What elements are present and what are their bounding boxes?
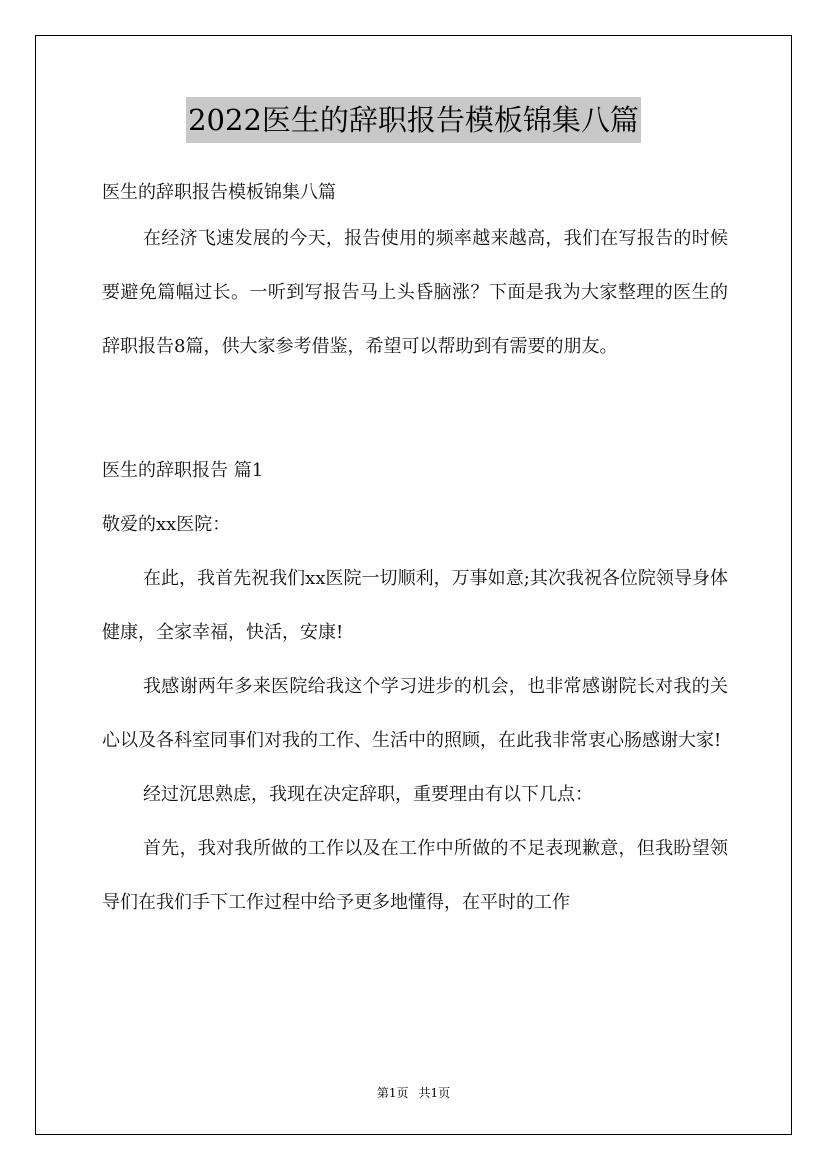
body-paragraph: 在此，我首先祝我们xx医院一切顺利，万事如意;其次我祝各位院领导身体健康，全家幸福，快活，安康! bbox=[102, 568, 728, 643]
salutation: 敬爱的xx医院： bbox=[102, 514, 231, 535]
intro-paragraph: 在经济飞速发展的今天，报告使用的频率越来越高，我们在写报告的时候要避免篇幅过长。一听到写报告马上头昏脑涨？下面是我为大家整理的医生的辞职报告8篇，供大家参考借鉴，希望可以帮助到有需要的朋友。 bbox=[102, 228, 728, 357]
document-subtitle: 医生的辞职报告模板锦集八篇 bbox=[102, 182, 336, 203]
body-paragraph: 我感谢两年多来医院给我这个学习进步的机会，也非常感谢院长对我的关心以及各科室同事们对我的工作、生活中的照顾，在此我非常衷心肠感谢大家! bbox=[102, 676, 728, 751]
document-title: 2022医生的辞职报告模板锦集八篇 bbox=[186, 97, 641, 143]
page-total: 共1页 bbox=[418, 1086, 451, 1100]
section-heading: 医生的辞职报告 篇1 bbox=[102, 460, 264, 481]
document-body bbox=[102, 174, 728, 930]
section-spacer bbox=[102, 374, 728, 444]
title-wrap bbox=[0, 97, 827, 143]
page-footer bbox=[0, 1084, 827, 1101]
page-number: 第1页 bbox=[376, 1086, 409, 1100]
body-paragraph: 首先，我对我所做的工作以及在工作中所做的不足表现歉意，但我盼望领导们在我们手下工作过程中给予更多地懂得，在平时的工作 bbox=[102, 838, 728, 913]
body-paragraph: 经过沉思熟虑，我现在决定辞职，重要理由有以下几点： bbox=[143, 784, 593, 805]
